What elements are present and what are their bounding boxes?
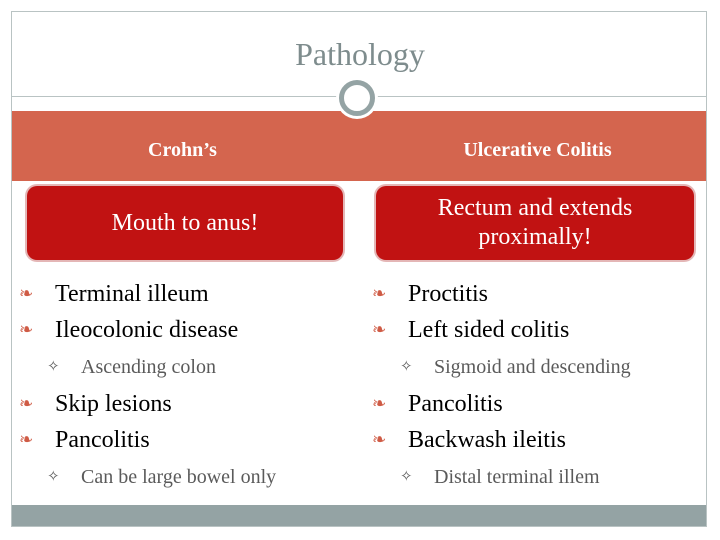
bullet-icon: ❧ (19, 394, 34, 413)
bullet-icon: ❧ (19, 284, 34, 303)
list-item-text: Proctitis (408, 281, 489, 307)
sub-bullet-icon: ✧ (400, 359, 413, 375)
ulcerative-colitis-list (370, 276, 710, 496)
list-item (370, 276, 710, 312)
sub-list-item (17, 458, 357, 496)
column-header-crohns: Crohn’s (148, 139, 217, 161)
list-item-text: Skip lesions (55, 391, 172, 417)
list-item (370, 422, 710, 458)
bullet-icon: ❧ (19, 320, 34, 339)
sub-list-item-text: Ascending colon (81, 356, 216, 378)
column-header-ulcerative-colitis: Ulcerative Colitis (463, 139, 612, 161)
bullet-icon: ❧ (372, 284, 387, 303)
sub-list-item (370, 458, 710, 496)
slide-title: Pathology (295, 36, 425, 72)
list-item-text: Ileocolonic disease (55, 317, 239, 343)
footer-bar (12, 505, 706, 526)
sub-list-item-text: Can be large bowel only (81, 466, 277, 488)
list-item (370, 312, 710, 348)
sub-bullet-icon: ✧ (47, 359, 60, 375)
ring-icon (339, 80, 375, 116)
list-item (370, 386, 710, 422)
sub-bullet-icon: ✧ (47, 469, 60, 485)
highlight-box-crohns: Mouth to anus! (27, 186, 343, 260)
list-item-text: Pancolitis (408, 391, 503, 417)
highlight-box-ulcerative-colitis (376, 186, 694, 260)
sub-list-item (17, 348, 357, 386)
list-item (17, 276, 357, 312)
highlight-text: Rectum and extends proximally! (437, 195, 633, 250)
list-item-text: Terminal illeum (55, 281, 209, 307)
sub-list-item-text: Sigmoid and descending (434, 356, 631, 378)
sub-list-item-text: Distal terminal illem (434, 466, 600, 488)
bullet-icon: ❧ (372, 430, 387, 449)
bullet-icon: ❧ (372, 320, 387, 339)
bullet-icon: ❧ (19, 430, 34, 449)
list-item (17, 312, 357, 348)
sub-list-item (370, 348, 710, 386)
list-item-text: Backwash ileitis (408, 427, 566, 453)
list-item (17, 422, 357, 458)
list-item-text: Left sided colitis (408, 317, 570, 343)
bullet-icon: ❧ (372, 394, 387, 413)
list-item-text: Pancolitis (55, 427, 150, 453)
crohns-list (17, 276, 357, 496)
list-item (17, 386, 357, 422)
sub-bullet-icon: ✧ (400, 469, 413, 485)
